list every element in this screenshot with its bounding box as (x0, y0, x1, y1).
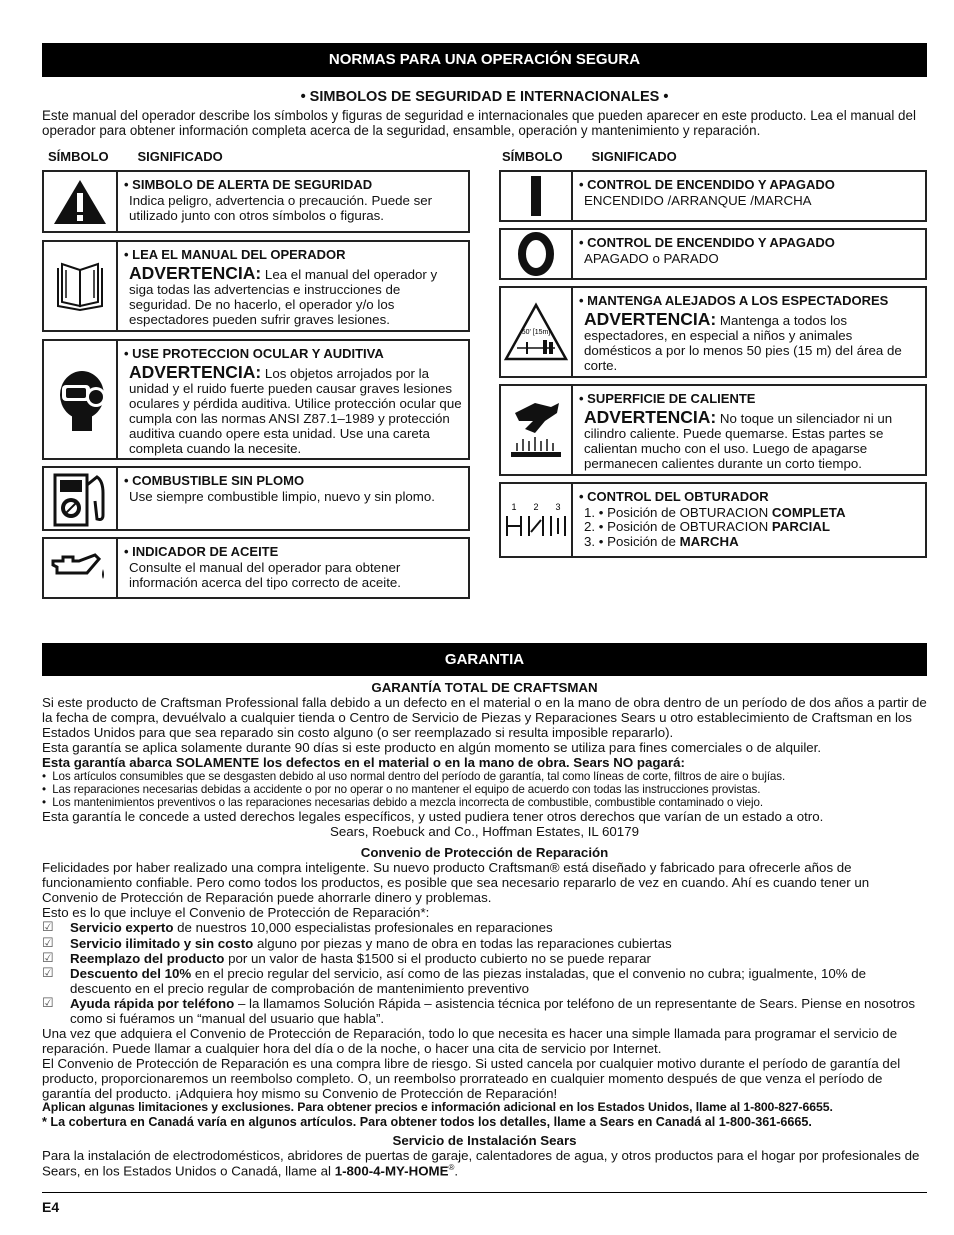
column-headers-right (502, 150, 677, 165)
col-meaning: SIGNIFICADO (591, 149, 677, 164)
protection-p2: Esto es lo que incluye el Convenio de Protección de Reparación*: (42, 905, 430, 921)
symbol-body: Use siempre combustible limpio, nuevo y sin plomo. (129, 488, 435, 504)
bystander-distance-icon (501, 288, 573, 376)
off-circle-icon (501, 230, 573, 278)
symbol-title: • LEA EL MANUAL DEL OPERADOR (124, 247, 346, 262)
warranty-p2: Esta garantía se aplica solamente durante 90 días si este producto en algún momento se utiliza para fines comerciales o de alquiler. (42, 740, 822, 756)
alert-triangle-icon (44, 172, 118, 231)
symbol-box-choke-control (499, 482, 927, 558)
warranty-p4: Esta garantía le concede a usted derechos legales específicos, y usted pudiera tener otros derechos que varían de un estado a otro. (42, 809, 824, 825)
symbol-box-oil-indicator (42, 537, 470, 599)
symbol-title: • USE PROTECCION OCULAR Y AUDITIVA (124, 346, 384, 361)
protection-p3: Una vez que adquiera el Convenio de Protección de Reparación, todo lo que necesita es hacer una simple llamada para programar el servicio de reparación. Puede llamar a cualquier hora del día o de la noche, o hacer una cita de servicio por Internet. (42, 1025, 898, 1056)
symbol-box-bystanders (499, 286, 927, 378)
symbol-box-eye-ear-protection (42, 339, 470, 460)
symbol-title: • CONTROL DE ENCENDIDO Y APAGADO (579, 235, 835, 250)
checkbox-icon: ☑ (42, 919, 54, 935)
checkbox-icon: ☑ (42, 964, 54, 980)
symbols-heading: • SIMBOLOS DE SEGURIDAD E INTERNACIONALES • (300, 89, 669, 105)
col-symbol: SÍMBOLO (48, 149, 109, 164)
warranty-section (42, 680, 927, 1178)
installation-heading: Servicio de Instalación Sears (392, 1132, 577, 1148)
symbol-title: • COMBUSTIBLE SIN PLOMO (124, 473, 305, 488)
warranty-address: Sears, Roebuck and Co., Hoffman Estates, IL 60179 (330, 824, 639, 840)
advertencia-label: ADVERTENCIA: (584, 308, 717, 329)
choke-line: 1. • Posición de OBTURACION COMPLETA (584, 504, 846, 520)
choke-positions-icon (501, 484, 573, 556)
page-number: E4 (42, 1199, 60, 1215)
choke-position-label: 3 (555, 502, 561, 512)
hot-surface-hand-icon (501, 386, 573, 474)
section-header-warranty: GARANTIA (42, 643, 927, 676)
advertencia-label: ADVERTENCIA: (584, 406, 717, 427)
on-bar-icon (501, 172, 573, 220)
protection-item: ☑ Servicio experto de nuestros 10,000 especialistas profesionales en reparaciones (42, 919, 553, 936)
choke-line: 3. • Posición de MARCHA (584, 534, 739, 550)
fuel-pump-icon (44, 468, 118, 529)
protection-p5: Aplican algunas limitaciones y exclusiones. Para obtener precios e información adicional en los Estados Unidos, llame al 1-800-827-6655. (42, 1099, 833, 1114)
protection-item: ☑ Ayuda rápida por teléfono – la llamamos Solución Rápida – asistencia técnica por teléfono de un representante de Sears. Piense en nosotros como si fuéramos un “manual del usuario que habla”. (42, 994, 916, 1026)
checkbox-icon: ☑ (42, 934, 54, 950)
symbol-title: • SUPERFICIE DE CALIENTE (579, 391, 756, 406)
section-header-safety: NORMAS PARA UNA OPERACIÓN SEGURA (42, 43, 927, 77)
symbol-box-on-control (499, 170, 927, 222)
symbol-box-safety-alert (42, 170, 470, 233)
manual-book-icon (44, 242, 118, 330)
symbol-body: Indica peligro, advertencia o precaución. Puede ser utilizado junto con otros símbolos o figuras. (129, 192, 433, 223)
symbol-box-read-manual (42, 240, 470, 332)
col-meaning: SIGNIFICADO (137, 149, 223, 164)
warranty-bullet: • Los artículos consumibles que se desgasten debido al uso normal dentro del período de garantía, tal como líneas de corte, filtros de aire o bujías. (42, 770, 786, 784)
protection-p4: El Convenio de Protección de Reparación es una compra libre de riesgo. Si usted cancela por cualquier motivo durante el período de garantía del producto, proporcionaremos un reembolso completo. O, un reembolso prorrateado en cualquier momento después de que venza el período de garantía del producto. ¡Adquiera hoy mismo su Convenio de Protección de Reparación! (42, 1055, 901, 1101)
symbol-body: Mantenga a todos los espectadores, en especial a niños y animales domésticos a por lo menos 50 pies (15 m) del área de corte. (584, 312, 902, 374)
symbol-box-unleaded-fuel (42, 466, 470, 531)
checkbox-icon: ☑ (42, 949, 54, 965)
advertencia-label: ADVERTENCIA: (129, 361, 262, 382)
col-symbol: SÍMBOLO (502, 149, 563, 164)
installation-text: Para la instalación de electrodomésticos, abridores de puertas de garaje, calentadores de agua, y otros productos para el hogar por profesionales de Sears, en los Estados Unidos o Canadá, llame al 1-800-4-MY-HOME®. (42, 1147, 920, 1179)
eye-ear-protection-icon (44, 341, 118, 458)
symbol-body: No toque un silenciador ni un cilindro caliente. Puede quemarse. Estas partes se calientan mucho con el uso. Luego de apagarse permanecen calientes durante un corto tiempo. (584, 410, 893, 472)
warranty-p3: Esta garantía abarca SOLAMENTE los defectos en el material o en la mano de obra. Sears NO pagará: (42, 755, 685, 771)
checkbox-icon: ☑ (42, 994, 54, 1010)
warranty-p1: Si este producto de Craftsman Professional falla debido a un defecto en el material o en la mano de obra dentro de un período de dos años a partir de la fecha de compra, devuélvalo a cualquier tienda o Centro de Servicio de Piezas y Reparaciones Sears u otro establecimiento de Craftsman en los Estados Unidos para que sea reparado sin costo alguno (o ser reemplazado si resulta imposible repararlo). (42, 695, 927, 741)
choke-line: 2. • Posición de OBTURACION PARCIAL (584, 519, 831, 535)
symbol-body: ENCENDIDO /ARRANQUE /MARCHA (584, 192, 812, 208)
protection-p6: * La cobertura en Canadá varía en algunos artículos. Para obtener todos los detalles, llame a Sears en Canadá al 1-800-361-6665. (42, 1114, 812, 1129)
bystander-distance-label: 50' [15m] (521, 329, 551, 336)
column-headers-left (48, 150, 223, 165)
symbol-title: • INDICADOR DE ACEITE (124, 544, 279, 559)
warranty-bullet: • Las reparaciones necesarias debidas a accidente o por no operar o no mantener el equipo de acuerdo con todas las instrucciones provistas. (42, 783, 761, 797)
symbol-title: • MANTENGA ALEJADOS A LOS ESPECTADORES (579, 293, 889, 308)
symbol-body: APAGADO o PARADO (584, 250, 719, 266)
advertencia-label: ADVERTENCIA: (129, 262, 262, 283)
symbol-body: Los objetos arrojados por la unidad y el ruido fuerte pueden causar graves lesiones oculares y pérdida auditiva. Utilice protección ocular que cumpla con las normas ANSI Z87.1–1989 y protección auditiva cuando opere esta unidad. Use una careta completa cuando la necesite. (129, 365, 462, 456)
protection-item: ☑ Descuento del 10% en el precio regular del servicio, así como de las piezas instaladas, que el convenio no cubra; igualmente, 10% de descuento en el precio regular de comprobación de mantenimiento preventivo (42, 964, 867, 996)
symbol-box-off-control (499, 228, 927, 280)
symbol-body: Consulte el manual del operador para obtener información acerca del tipo correcto de aceite. (129, 559, 401, 590)
choke-position-label: 2 (533, 502, 539, 512)
symbol-body: Lea el manual del operador y siga todas las advertencias e instrucciones de seguridad. De no hacerlo, el operador y/o los espectadores pueden sufrir graves lesiones. (129, 266, 438, 328)
symbol-box-hot-surface (499, 384, 927, 476)
symbol-title: • SIMBOLO DE ALERTA DE SEGURIDAD (124, 177, 373, 192)
warranty-heading: GARANTÍA TOTAL DE CRAFTSMAN (371, 680, 598, 695)
protection-p1: Felicidades por haber realizado una compra inteligente. Su nuevo producto Craftsman® está diseñado y fabricado para ofrecerle años de funcionamiento confiable. Pero como todos los productos, es posible que sea necesario repararlo de vez en cuando. Ahí es cuando tener un Convenio de Protección de Reparación puede ahorrarle dinero y problemas. (42, 860, 870, 906)
choke-position-label: 1 (511, 502, 517, 512)
symbols-intro: Este manual del operador describe los símbolos y figuras de seguridad e internacionales que pueden aparecer en este producto. Lea el manual del operador para obtener información completa acerca de la seguridad, ensamble, operación y mantenimiento y reparación. (42, 108, 916, 139)
warranty-bullet: • Los mantenimientos preventivos o las reparaciones necesarias debido a mezcla incorrecta de combustible, combustible contaminado o viejo. (42, 796, 763, 810)
symbol-title: • CONTROL DEL OBTURADOR (579, 489, 769, 504)
symbol-title: • CONTROL DE ENCENDIDO Y APAGADO (579, 177, 835, 192)
protection-item: ☑ Servicio ilimitado y sin costo alguno por piezas y mano de obra en todas las reparaciones cubiertas (42, 934, 672, 951)
protection-heading: Convenio de Protección de Reparación (360, 845, 609, 861)
footer-divider (42, 1192, 927, 1193)
protection-item: ☑ Reemplazo del producto por un valor de hasta $1500 si el producto cubierto no se puede reparar (42, 949, 651, 966)
oil-can-icon (44, 539, 118, 597)
